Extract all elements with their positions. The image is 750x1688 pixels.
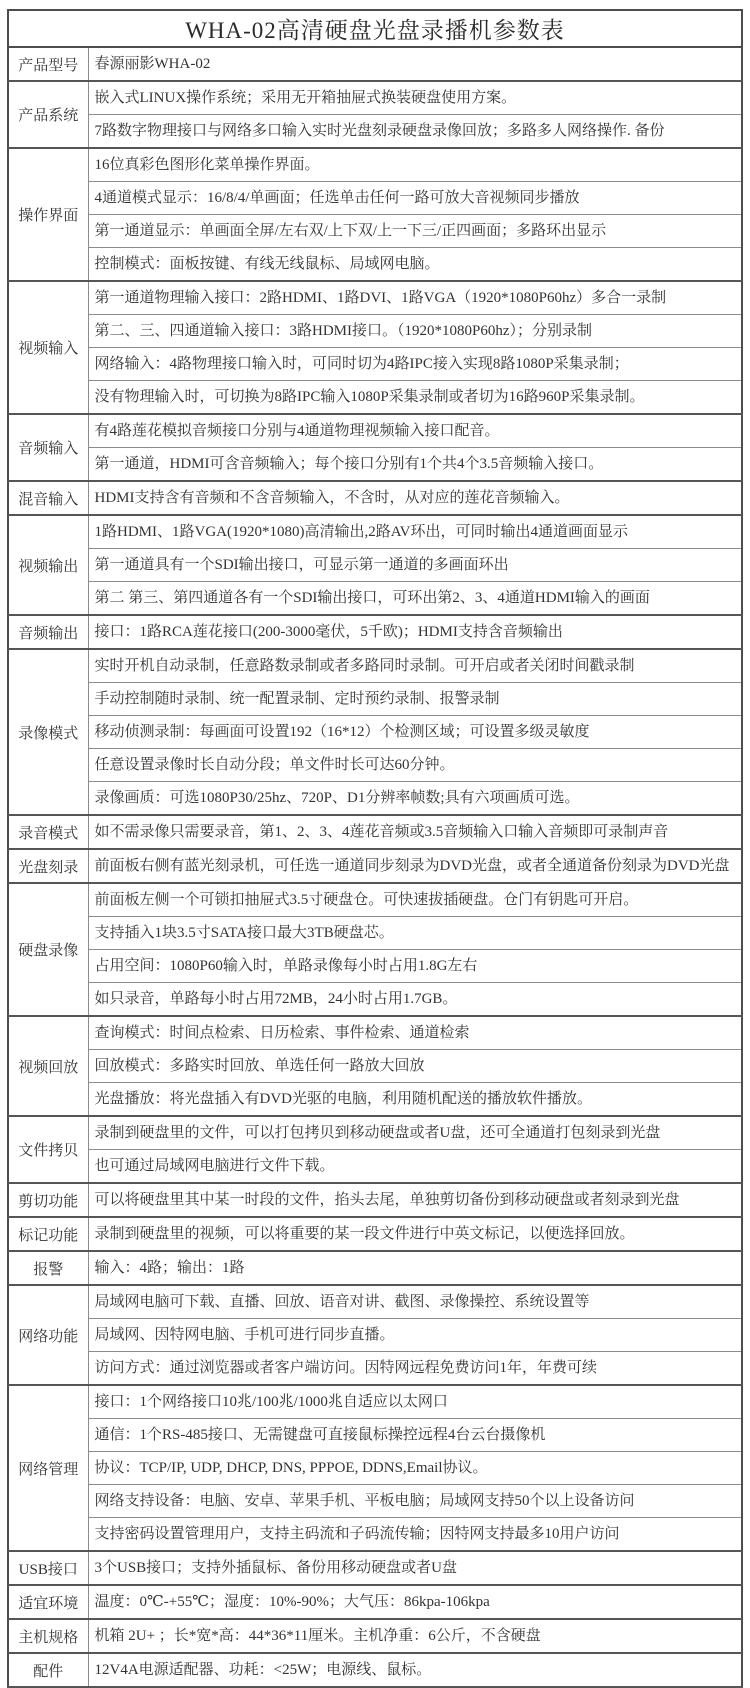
- table-row: [8, 1319, 742, 1352]
- spec-value: 没有物理输入时，可切换为8路IPC输入1080P采集录制或者切为16路960P采集录制。: [88, 381, 742, 415]
- category-label: 录像模式: [8, 649, 88, 815]
- table-row: [8, 115, 742, 149]
- table-row: [8, 983, 742, 1017]
- table-row: [8, 1551, 742, 1585]
- category-label: 剪切功能: [8, 1183, 88, 1217]
- table-row: [8, 1653, 742, 1687]
- spec-group: [8, 1619, 742, 1653]
- spec-value: 局域网电脑可下载、直播、回放、语音对讲、截图、录像操控、系统设置等: [88, 1285, 742, 1319]
- table-row: [8, 1116, 742, 1150]
- spec-value: 任意设置录像时长自动分段；单文件时长可达60分钟。: [88, 749, 742, 782]
- spec-value: 录制到硬盘里的文件，可以打包拷贝到移动硬盘或者U盘，还可全通道打包刻录到光盘: [88, 1116, 742, 1150]
- spec-value: 录像画质：可选1080P30/25hz、720P、D1分辨率帧数;具有六项画质可选。: [88, 782, 742, 816]
- spec-table: [7, 9, 743, 1688]
- spec-group: [8, 883, 742, 1016]
- spec-value: 如不需录像只需要录音，第1、2、3、4莲花音频或3.5音频输入口输入音频即可录制声音: [88, 815, 742, 849]
- spec-value: 第一通道具有一个SDI输出接口，可显示第一通道的多画面环出: [88, 549, 742, 582]
- table-row: [8, 182, 742, 215]
- spec-value: 前面板左侧一个可锁扣抽屉式3.5寸硬盘仓。可快速拔插硬盘。仓门有钥匙可开启。: [88, 883, 742, 917]
- spec-group: [8, 414, 742, 481]
- table-row: [8, 749, 742, 782]
- spec-group: [8, 649, 742, 815]
- table-row: [8, 582, 742, 616]
- spec-value: 温度：0℃-+55℃；湿度：10%-90%；大气压：86kpa-106kpa: [88, 1585, 742, 1619]
- spec-value: 网络输入：4路物理接口输入时，可同时切为4路IPC接入实现8路1080P采集录制；: [88, 348, 742, 381]
- table-row: [8, 248, 742, 282]
- spec-value: 通信：1个RS-485接口、无需键盘可直接鼠标操控远程4台云台摄像机: [88, 1419, 742, 1452]
- category-label: 配件: [8, 1653, 88, 1687]
- table-row: [8, 1619, 742, 1653]
- table-row: [8, 1452, 742, 1485]
- spec-value: 支持密码设置管理用户，支持主码流和子码流传输；因特网支持最多10用户访问: [88, 1518, 742, 1552]
- category-label: 网络管理: [8, 1385, 88, 1551]
- category-label: 录音模式: [8, 815, 88, 849]
- spec-group: [8, 1653, 742, 1687]
- category-label: 视频回放: [8, 1016, 88, 1116]
- table-row: [8, 1150, 742, 1184]
- table-row: [8, 515, 742, 549]
- spec-value: 移动侦测录制：每画面可设置192（16*12）个检测区域；可设置多级灵敏度: [88, 716, 742, 749]
- table-row: [8, 782, 742, 816]
- table-row: [8, 1083, 742, 1117]
- category-label: 视频输出: [8, 515, 88, 615]
- spec-value: 可以将硬盘里其中某一时段的文件，掐头去尾，单独剪切备份到移动硬盘或者刻录到光盘: [88, 1183, 742, 1217]
- spec-value: 输入：4路；输出：1路: [88, 1251, 742, 1285]
- table-row: [8, 381, 742, 415]
- table-row: [8, 414, 742, 448]
- table-row: [8, 716, 742, 749]
- table-row: [8, 47, 742, 81]
- spec-value: 手动控制随时录制、统一配置录制、定时预约录制、报警录制: [88, 683, 742, 716]
- category-label: 音频输出: [8, 615, 88, 649]
- spec-value: 前面板右侧有蓝光刻录机，可任选一通道同步刻录为DVD光盘，或者全通道备份刻录为DVD光盘: [88, 849, 742, 883]
- spec-value: 1路HDMI、1路VGA(1920*1080)高清输出,2路AV环出，可同时输出4通道画面显示: [88, 515, 742, 549]
- table-row: [8, 1285, 742, 1319]
- table-row: [8, 1419, 742, 1452]
- table-row: [8, 315, 742, 348]
- spec-group: [8, 815, 742, 849]
- spec-value: 第一通道显示：单画面全屏/左右双/上下双/上一下三/正四画面；多路环出显示: [88, 215, 742, 248]
- spec-value: 4通道模式显示：16/8/4/单画面；任选单击任何一路可放大音视频同步播放: [88, 182, 742, 215]
- table-row: [8, 81, 742, 115]
- category-label: USB接口: [8, 1551, 88, 1585]
- table-header: [8, 10, 742, 47]
- spec-value: 3个USB接口；支持外插鼠标、备份用移动硬盘或者U盘: [88, 1551, 742, 1585]
- spec-group: [8, 1116, 742, 1183]
- category-label: 标记功能: [8, 1217, 88, 1251]
- spec-group: [8, 81, 742, 148]
- spec-value: 局域网、因特网电脑、手机可进行同步直播。: [88, 1319, 742, 1352]
- table-row: [8, 215, 742, 248]
- spec-value: 12V4A电源适配器、功耗：<25W；电源线、鼠标。: [88, 1653, 742, 1687]
- table-row: [8, 281, 742, 315]
- table-row: [8, 1183, 742, 1217]
- table-row: [8, 348, 742, 381]
- spec-value: 第一通道，HDMI可含音频输入；每个接口分别有1个共4个3.5音频输入接口。: [88, 448, 742, 482]
- table-row: [8, 950, 742, 983]
- table-row: [8, 1352, 742, 1386]
- spec-value: 占用空间：1080P60输入时，单路录像每小时占用1.8G左右: [88, 950, 742, 983]
- table-row: [8, 1385, 742, 1419]
- spec-value: 录制到硬盘里的视频，可以将重要的某一段文件进行中英文标记，以便选择回放。: [88, 1217, 742, 1251]
- table-row: [8, 849, 742, 883]
- spec-group: [8, 849, 742, 883]
- table-row: [8, 1485, 742, 1518]
- category-label: 产品系统: [8, 81, 88, 148]
- spec-value: 控制模式：面板按键、有线无线鼠标、局域网电脑。: [88, 248, 742, 282]
- spec-group: [8, 1385, 742, 1551]
- category-label: 报警: [8, 1251, 88, 1285]
- spec-value: 光盘播放：将光盘插入有DVD光驱的电脑，利用随机配送的播放软件播放。: [88, 1083, 742, 1117]
- spec-value: 春源丽影WHA-02: [88, 47, 742, 81]
- spec-value: 回放模式：多路实时回放、单选任何一路放大回放: [88, 1050, 742, 1083]
- spec-value: 访问方式：通过浏览器或者客户端访问。因特网远程免费访问1年，年费可续: [88, 1352, 742, 1386]
- spec-value: 第一通道物理输入接口：2路HDMI、1路DVI、1路VGA（1920*1080P60hz）多合一录制: [88, 281, 742, 315]
- table-row: [8, 649, 742, 683]
- table-row: [8, 917, 742, 950]
- spec-group: [8, 1251, 742, 1285]
- spec-value: 第二 第三、第四通道各有一个SDI输出接口，可环出第2、3、4通道HDMI输入的画面: [88, 582, 742, 616]
- spec-value: 如只录音，单路每小时占用72MB，24小时占用1.7GB。: [88, 983, 742, 1017]
- table-row: [8, 1251, 742, 1285]
- spec-group: [8, 1551, 742, 1585]
- category-label: 视频输入: [8, 281, 88, 414]
- spec-value: 实时开机自动录制，任意路数录制或者多路同时录制。可开启或者关闭时间戳录制: [88, 649, 742, 683]
- spec-value: 接口：1个网络接口10兆/100兆/1000兆自适应以太网口: [88, 1385, 742, 1419]
- table-row: [8, 1585, 742, 1619]
- category-label: 主机规格: [8, 1619, 88, 1653]
- spec-group: [8, 1585, 742, 1619]
- spec-group: [8, 1183, 742, 1217]
- spec-value: 有4路莲花模拟音频接口分别与4通道物理视频输入接口配音。: [88, 414, 742, 448]
- category-label: 网络功能: [8, 1285, 88, 1385]
- spec-value: 支持插入1块3.5寸SATA接口最大3TB硬盘芯。: [88, 917, 742, 950]
- table-row: [8, 815, 742, 849]
- spec-group: [8, 281, 742, 414]
- spec-group: [8, 1016, 742, 1116]
- table-row: [8, 683, 742, 716]
- page-title: WHA-02高清硬盘光盘录播机参数表: [8, 10, 742, 47]
- table-row: [8, 448, 742, 482]
- spec-group: [8, 481, 742, 515]
- table-row: [8, 1518, 742, 1552]
- title-row: [8, 10, 742, 47]
- spec-group: [8, 515, 742, 615]
- category-label: 操作界面: [8, 148, 88, 281]
- spec-group: [8, 1285, 742, 1385]
- table-row: [8, 1217, 742, 1251]
- table-row: [8, 1050, 742, 1083]
- spec-value: 协议：TCP/IP, UDP, DHCP, DNS, PPPOE, DDNS,Email协议。: [88, 1452, 742, 1485]
- category-label: 文件拷贝: [8, 1116, 88, 1183]
- table-row: [8, 615, 742, 649]
- category-label: 音频输入: [8, 414, 88, 481]
- table-row: [8, 883, 742, 917]
- spec-value: 7路数字物理接口与网络多口输入实时光盘刻录硬盘录像回放；多路多人网络操作. 备份: [88, 115, 742, 149]
- spec-value: 接口：1路RCA莲花接口(200-3000毫伏，5千欧)；HDMI支持含音频输出: [88, 615, 742, 649]
- category-label: 光盘刻录: [8, 849, 88, 883]
- category-label: 适宜环境: [8, 1585, 88, 1619]
- spec-group: [8, 47, 742, 81]
- category-label: 混音输入: [8, 481, 88, 515]
- spec-value: 16位真彩色图形化菜单操作界面。: [88, 148, 742, 182]
- spec-value: 嵌入式LINUX操作系统；采用无开箱抽屉式换装硬盘使用方案。: [88, 81, 742, 115]
- category-label: 硬盘录像: [8, 883, 88, 1016]
- spec-value: HDMI支持含有音频和不含音频输入，不含时，从对应的莲花音频输入。: [88, 481, 742, 515]
- table-row: [8, 1016, 742, 1050]
- spec-group: [8, 148, 742, 281]
- spec-group: [8, 615, 742, 649]
- table-row: [8, 549, 742, 582]
- spec-value: 第二、三、四通道输入接口：3路HDMI接口。（1920*1080P60hz）；分别录制: [88, 315, 742, 348]
- spec-group: [8, 1217, 742, 1251]
- table-row: [8, 148, 742, 182]
- spec-value: 机箱 2U+ ；长*宽*高：44*36*11厘米。主机净重：6公斤，不含硬盘: [88, 1619, 742, 1653]
- category-label: 产品型号: [8, 47, 88, 81]
- spec-value: 查询模式：时间点检索、日历检索、事件检索、通道检索: [88, 1016, 742, 1050]
- table-row: [8, 481, 742, 515]
- spec-value: 也可通过局域网电脑进行文件下载。: [88, 1150, 742, 1184]
- spec-value: 网络支持设备：电脑、安卓、苹果手机、平板电脑；局域网支持50个以上设备访问: [88, 1485, 742, 1518]
